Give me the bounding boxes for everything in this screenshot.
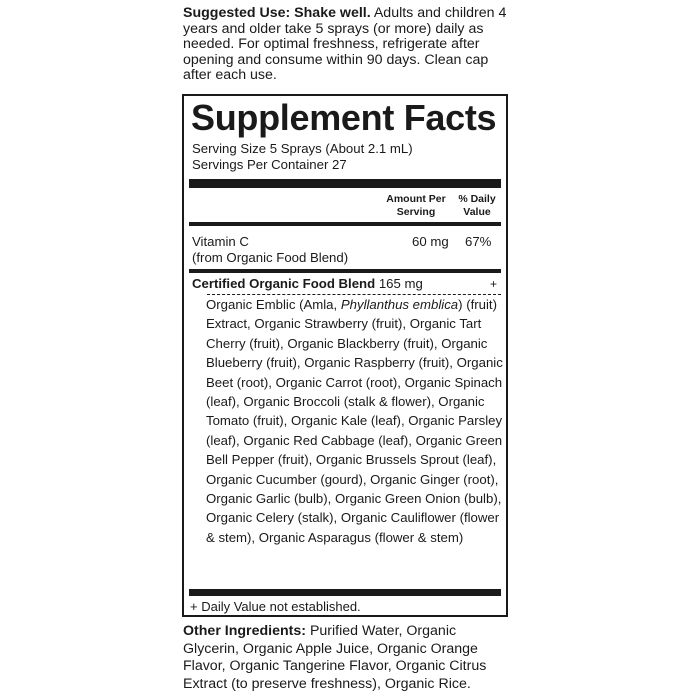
blend-row [192, 276, 423, 292]
vitamin-c-daily-value: 67% [465, 234, 492, 249]
divider-thick [189, 589, 501, 596]
blend-ingredients-start: Organic Emblic (Amla, [206, 297, 341, 312]
blend-ingredients-latin: Phyllanthus emblica [340, 297, 459, 312]
other-ingredients-heading: Other Ingredients: [183, 623, 306, 639]
vitamin-c-amount: 60 mg [412, 234, 449, 249]
servings-per-container: Servings Per Container 27 [192, 157, 347, 172]
column-header-daily-value: % Daily Value [458, 193, 496, 218]
blend-name: Certified Organic Food Blend [192, 276, 376, 291]
divider-thick [189, 179, 501, 188]
other-ingredients-paragraph [183, 623, 513, 693]
supplement-facts-panel [182, 94, 508, 617]
serving-size: Serving Size 5 Sprays (About 2.1 mL) [192, 141, 413, 156]
suggested-use-heading: Suggested Use: [183, 5, 291, 21]
suggested-use-emphasis: Shake well. [294, 5, 371, 21]
vitamin-c-label [192, 234, 348, 266]
vitamin-c-source: (from Organic Food Blend) [192, 250, 349, 265]
suggested-use-text: Adults and children 4 years and older take 5 sprays (or more) daily as needed. For optimal freshness, refrigerate after opening and consume within 90 days. Clean cap after each use. [183, 5, 507, 84]
blend-daily-value: + [490, 277, 498, 291]
blend-ingredients [206, 295, 504, 547]
suggested-use-paragraph [183, 6, 513, 84]
daily-value-footnote: + Daily Value not established. [190, 599, 361, 614]
blend-ingredients-rest: ) (fruit) Extract, Organic Strawberry (fruit), Organic Tart Cherry (fruit), Organic Blackberry (fruit), Organic Blueberry (fruit), Organic Raspberry (fruit), Organic Beet (root), Organic Carrot (root), Organic Spinach (leaf), Organic Broccoli (stalk & flower), Organic Tomato (fruit), Organic Kale (leaf), Organic Parsley (leaf), Organic Red Cabbage (leaf), Organic Green Bell Pepper (fruit), Organic Brussels Sprout (leaf), Organic Cucumber (gourd), Organic Ginger (root), Organic Garlic (bulb), Organic Green Onion (bulb), Organic Celery (stalk), Organic Cauliflower (flower & stem), Organic Asparagus (flower & stem) [206, 297, 503, 545]
column-header-amount: Amount Per Serving [386, 193, 446, 218]
supplement-facts-title: Supplement Facts [191, 97, 497, 138]
vitamin-c-name: Vitamin C [192, 234, 249, 249]
divider-medium [189, 222, 501, 226]
divider-medium [189, 269, 501, 273]
other-ingredients-text: Purified Water, Organic Glycerin, Organic Apple Juice, Organic Orange Flavor, Organic Tangerine Flavor, Organic Citrus Extract (to preserve freshness), Organic Rice. [183, 623, 487, 692]
serving-info [192, 141, 413, 173]
blend-amount: 165 mg [378, 276, 423, 291]
